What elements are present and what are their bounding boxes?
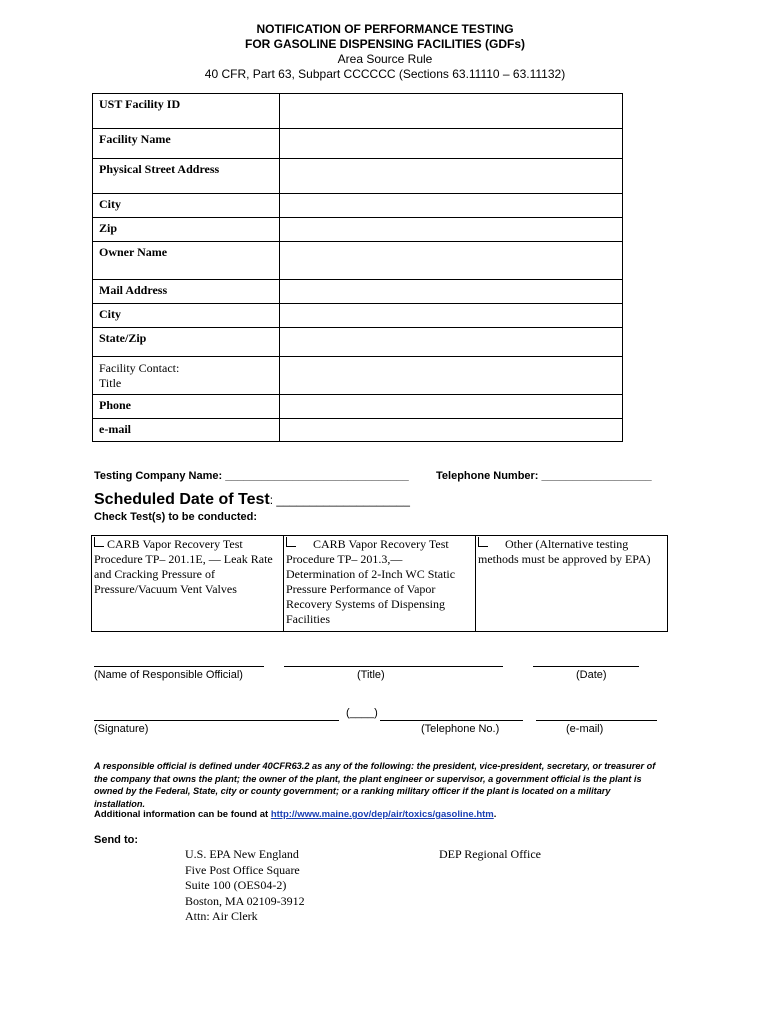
signature-caption: (Signature) — [94, 723, 149, 735]
address-line: U.S. EPA New England — [185, 847, 299, 861]
zip-label: Zip — [93, 218, 280, 242]
send-to-label: Send to: — [94, 834, 138, 846]
table-row — [93, 242, 623, 280]
table-row — [93, 280, 623, 304]
additional-info — [94, 809, 496, 820]
state-zip-label: State/Zip — [93, 328, 280, 357]
table-row — [92, 536, 668, 632]
facility-contact-label — [93, 357, 280, 395]
physical-address-label: Physical Street Address — [93, 159, 280, 194]
address-line: Boston, MA 02109-3912 — [185, 893, 305, 908]
additional-info-prefix: Additional information can be found at — [94, 809, 271, 820]
telephone-caption: (Telephone No.) — [421, 723, 500, 735]
table-row — [93, 419, 623, 442]
scheduled-date-heading — [94, 491, 410, 509]
city-field[interactable] — [280, 194, 623, 218]
test-option-tp2011e[interactable] — [92, 536, 284, 632]
test-option-other[interactable] — [476, 536, 668, 632]
telephone-signature-line[interactable] — [380, 720, 523, 721]
phone-field[interactable] — [280, 395, 623, 419]
address-line: Attn: Air Clerk — [185, 909, 258, 923]
table-row — [93, 328, 623, 357]
email-label: e-mail — [93, 419, 280, 442]
name-caption: (Name of Responsible Official) — [94, 669, 243, 681]
title-caption: (Title) — [357, 669, 385, 681]
owner-name-label: Owner Name — [93, 242, 280, 280]
mail-city-label: City — [93, 304, 280, 328]
city-label: City — [93, 194, 280, 218]
test-option-text: Other (Alternative testing methods must be approved by EPA) — [478, 537, 651, 566]
test-option-tp2013[interactable] — [284, 536, 476, 632]
additional-info-suffix: . — [493, 809, 497, 820]
table-row — [93, 395, 623, 419]
ust-facility-id-field[interactable] — [280, 94, 623, 129]
signature-line[interactable] — [94, 720, 339, 721]
facility-contact-title-text: Title — [99, 376, 122, 390]
facility-info-table — [92, 93, 623, 442]
area-code-prefix: (____) — [346, 707, 378, 719]
table-row — [93, 159, 623, 194]
tests-table — [91, 535, 668, 632]
name-signature-line[interactable] — [94, 666, 264, 667]
email-signature-line[interactable] — [536, 720, 657, 721]
owner-name-field[interactable] — [280, 242, 623, 280]
epa-address — [185, 847, 305, 925]
checkbox-icon[interactable] — [94, 537, 104, 547]
form-title-line2: FOR GASOLINE DISPENSING FACILITIES (GDFs) — [244, 37, 526, 51]
maine-dep-link[interactable]: http://www.maine.gov/dep/air/toxics/gasoline.htm — [270, 809, 494, 820]
facility-contact-text: Facility Contact: — [99, 361, 180, 375]
dep-regional-office: DEP Regional Office — [439, 847, 541, 861]
email-caption: (e-mail) — [566, 723, 604, 735]
scheduled-date-blank: : ____________________ — [269, 493, 410, 507]
state-zip-field[interactable] — [280, 328, 623, 357]
testing-company-name-label: Testing Company Name: ______________________________ — [94, 470, 409, 482]
testing-company-phone-label: Telephone Number: __________________ — [436, 470, 652, 482]
checkbox-icon[interactable] — [286, 537, 296, 547]
checkbox-icon[interactable] — [478, 537, 488, 547]
date-caption: (Date) — [576, 669, 607, 681]
table-row — [93, 357, 623, 395]
table-row — [93, 304, 623, 328]
table-row — [93, 218, 623, 242]
zip-field[interactable] — [280, 218, 623, 242]
mail-address-label: Mail Address — [93, 280, 280, 304]
email-field[interactable] — [280, 419, 623, 442]
address-line: Suite 100 (OES04-2) — [185, 878, 287, 892]
facility-name-label: Facility Name — [93, 129, 280, 159]
form-citation: 40 CFR, Part 63, Subpart CCCCCC (Sections 63.11110 – 63.11132) — [204, 67, 566, 81]
table-row — [93, 194, 623, 218]
table-row — [93, 129, 623, 159]
phone-label: Phone — [93, 395, 280, 419]
test-option-text: CARB Vapor Recovery Test Procedure TP– 201.1E, — Leak Rate and Cracking Pressure of Pressure/Vacuum Vent Valves — [94, 537, 273, 596]
mail-address-field[interactable] — [280, 280, 623, 304]
physical-address-field[interactable] — [280, 159, 623, 194]
form-title-line1: NOTIFICATION OF PERFORMANCE TESTING — [256, 22, 514, 36]
form-subtitle: Area Source Rule — [337, 52, 433, 66]
ust-facility-id-label: UST Facility ID — [93, 94, 280, 129]
mail-city-field[interactable] — [280, 304, 623, 328]
title-signature-line[interactable] — [284, 666, 503, 667]
scheduled-date-title: Scheduled Date of Test — [94, 491, 270, 508]
address-line: Five Post Office Square — [185, 862, 300, 877]
date-signature-line[interactable] — [533, 666, 639, 667]
test-option-text: CARB Vapor Recovery Test Procedure TP– 201.3,— Determination of 2-Inch WC Static Pressure Performance of Vapor Recovery Systems of Dispensing Facilities — [286, 537, 456, 626]
table-row — [93, 94, 623, 129]
facility-contact-field[interactable] — [280, 357, 623, 395]
responsible-official-note: A responsible official is defined under 40CFR63.2 as any of the following: the president, vice-president, secretary, or treasurer of the company that owns the plant; the owner of the plant, the plant engineer or supervisor, a government official is the plant is owned by the Federal, State, city or county government; or a ranking military officer if the plant is located on a military installation. — [94, 761, 656, 809]
check-tests-label: Check Test(s) to be conducted: — [94, 511, 257, 523]
facility-name-field[interactable] — [280, 129, 623, 159]
